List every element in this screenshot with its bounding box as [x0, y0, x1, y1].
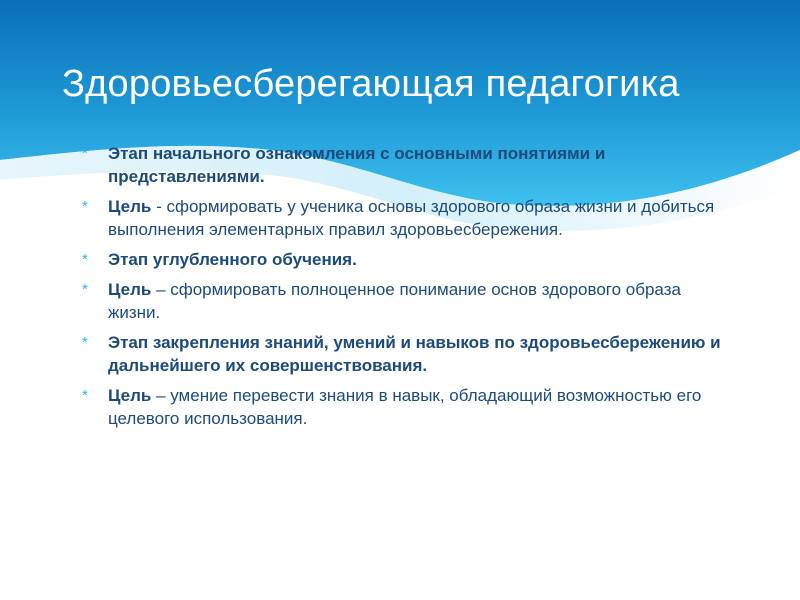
bullet-item	[80, 195, 730, 241]
bullet-text: – умение перевести знания в навык, обладающий возможностью его целевого использования.	[108, 386, 702, 428]
bullet-star-icon: *	[82, 281, 88, 298]
bullet-bold-text: Цель	[108, 280, 152, 299]
bullet-text: - сформировать у ученика основы здорового образа жизни и добиться выполнения элементарных правил здоровьесбережения.	[108, 197, 715, 239]
bullet-star-icon: *	[82, 251, 88, 268]
bullet-bold-text: Этап углубленного обучения.	[108, 250, 357, 269]
bullet-star-icon: *	[82, 387, 88, 404]
slide-title: Здоровьесберегающая педагогика	[62, 63, 680, 105]
bullet-item	[80, 384, 730, 430]
bullet-star-icon: *	[82, 198, 88, 215]
bullet-item	[80, 142, 730, 188]
bullet-star-icon: *	[82, 145, 88, 162]
bullet-item	[80, 331, 730, 377]
bullet-list	[80, 142, 730, 437]
bullet-bold-text: Этап начального ознакомления с основными понятиями и представлениями.	[108, 144, 606, 186]
bullet-item	[80, 248, 730, 271]
bullet-bold-text: Цель	[108, 386, 152, 405]
bullet-bold-text: Этап закрепления знаний, умений и навыков по здоровьесбережению и дальнейшего их совершенствования.	[108, 333, 721, 375]
bullet-star-icon: *	[82, 334, 88, 351]
bullet-item	[80, 278, 730, 324]
bullet-text: – сформировать полноценное понимание основ здорового образа жизни.	[108, 280, 681, 322]
bullet-bold-text: Цель	[108, 197, 152, 216]
